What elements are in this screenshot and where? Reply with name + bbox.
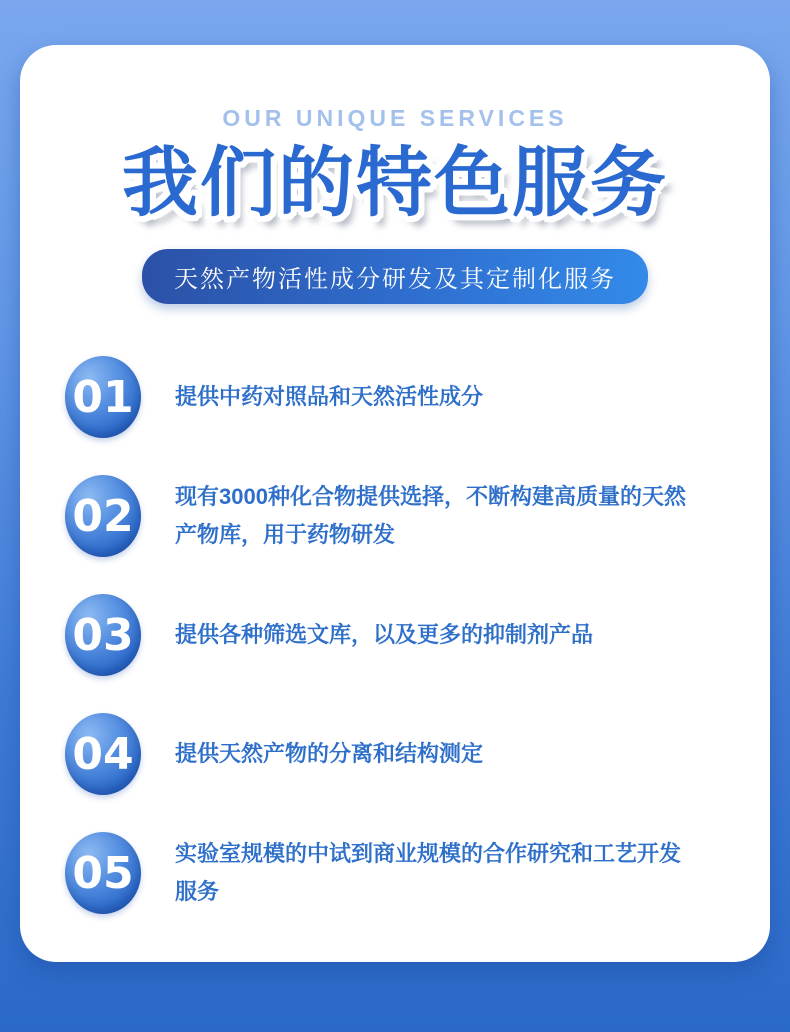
item-number-badge [65,356,141,438]
item-text-line: 提供各种筛选文库，以及更多的抑制剂产品 [175,622,594,648]
eyebrow-heading: OUR UNIQUE SERVICES [222,105,568,131]
item-text-line: 服务 [175,879,220,905]
item-text [175,616,593,654]
item-text-line: 产物库，用于药物研发 [175,522,396,548]
item-text-line: 提供天然产物的分离和结构测定 [175,741,484,767]
item-number: 03 [72,609,134,661]
item-number: 02 [72,490,134,542]
service-item-05 [65,832,725,914]
service-item-02 [65,475,725,557]
item-number-badge [65,594,141,676]
item-number-badge [65,475,141,557]
item-number-badge [65,713,141,795]
item-text [175,735,483,773]
service-item-03 [65,594,725,676]
item-number: 01 [72,371,134,423]
item-text [175,835,681,911]
item-text-line: 现有3000种化合物提供选择，不断构建高质量的天然 [175,484,686,510]
service-item-04 [65,713,725,795]
item-text-line: 提供中药对照品和天然活性成分 [175,384,484,410]
item-text [175,478,686,554]
subtitle-text: 天然产物活性成分研发及其定制化服务 [174,266,616,294]
services-list [65,356,725,914]
services-card [20,45,770,962]
item-number: 04 [72,728,134,780]
item-text [175,378,483,416]
page-title: 我们的特色服务 [122,141,668,226]
subtitle-banner [142,249,648,304]
service-item-01 [65,356,725,438]
item-number-badge [65,832,141,914]
item-text-line: 实验室规模的中试到商业规模的合作研究和工艺开发 [175,841,682,867]
item-number: 05 [72,847,134,899]
